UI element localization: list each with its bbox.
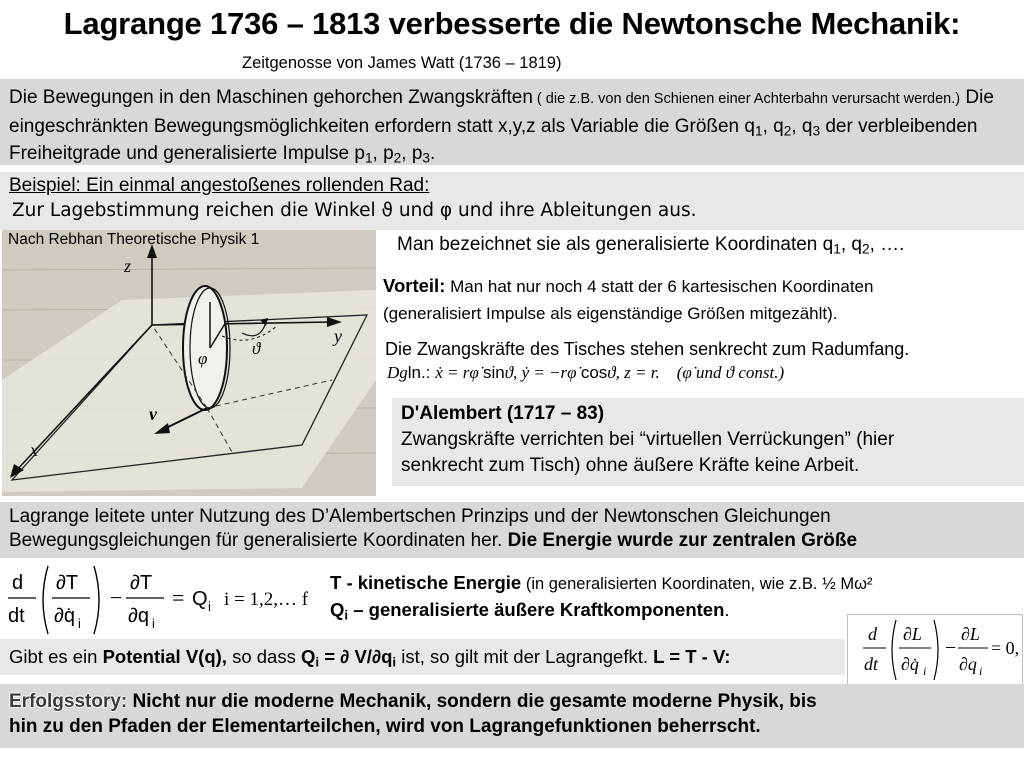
- svg-text:∂q̇: ∂q̇: [54, 605, 76, 627]
- svg-text:∂L: ∂L: [903, 624, 922, 644]
- theta-label: ϑ: [252, 339, 261, 358]
- coords-text: Man bezeichnet sie als generalisierte Koordinaten $q_1$, $q_2$, ….: [397, 234, 905, 257]
- lagrange-text: [9, 505, 857, 553]
- vorteil-text2: (generalisiert Impulse als eigenständige Größen mitgezählt).: [383, 304, 838, 323]
- axis-y-label: y: [334, 326, 342, 346]
- t-legend-rest: (in generalisierten Koordinaten, wie z.B. ½ Mω²: [521, 575, 873, 593]
- svg-text:∂q̇: ∂q̇: [901, 654, 919, 674]
- rolling-wheel-figure: [2, 230, 376, 496]
- dgl-formula: Dgln.: ẋ = rφ̇ sinϑ, ẏ = −rφ̇ cosϑ, z = r. (φ̇ und ϑ const.): [387, 363, 785, 382]
- svg-text:=: =: [172, 585, 185, 610]
- svg-text:Q: Q: [192, 588, 208, 610]
- success-text: [9, 689, 817, 739]
- svg-text:d: d: [868, 624, 877, 644]
- potential-text: Gibt es ein Potential V(q), so dass $Q_i$ = ∂ $V/\partial q_i$ ist, so gilt mit der Lagrangefkt. L = T - V:: [9, 646, 731, 670]
- svg-text:dt: dt: [864, 654, 879, 674]
- svg-text:i: i: [152, 616, 155, 631]
- wheel-diagram: [2, 230, 376, 496]
- example-label: Beispiel: Ein einmal angestoßenes rollenden Rad:: [9, 175, 430, 196]
- page-subtitle: Zeitgenosse von James Watt (1736 – 1819): [242, 54, 562, 72]
- intro-part2: Die eingeschränkten Bewegungsmöglichkeiten erfordern statt x,y,z als Variable die Größen q: [9, 87, 994, 137]
- svg-text:d: d: [12, 572, 24, 594]
- dalembert-text: [401, 401, 894, 479]
- dalembert-line1: Zwangskräfte verrichten bei “virtuellen Verrückungen” (hier: [401, 429, 895, 450]
- figure-source: Nach Rebhan Theoretische Physik 1: [8, 231, 260, 248]
- dalembert-title: D'Alembert (1717 – 83): [401, 403, 605, 424]
- lagrange-equation: [2, 562, 320, 638]
- t-legend: T - kinetische Energie (in generalisierten Koordinaten, wie z.B. ½ Mω² $Q_i$ – generalisierte äußere Kraftkomponenten.: [330, 572, 873, 623]
- svg-text:∂T: ∂T: [56, 572, 79, 594]
- phi-label: φ: [198, 349, 208, 368]
- svg-text:dt: dt: [8, 605, 25, 627]
- example-subtext: Zur Lagebstimmung reichen die Winkel ϑ und φ und ihre Ableitungen aus.: [12, 200, 697, 221]
- intro-part1-small: ( die z.B. von den Schienen einer Achterbahn verursacht werden.): [532, 91, 961, 107]
- success-text2: hin zu den Pfaden der Elementarteilchen, wird von Lagrangefunktionen beherrscht.: [9, 716, 761, 737]
- lagrange-line2-bold: Die Energie wurde zur zentralen Größe: [502, 530, 858, 551]
- lagrange-line2: Bewegungsgleichungen für generalisierte Koordinaten her.: [9, 530, 503, 551]
- svg-text:i: i: [208, 599, 211, 614]
- svg-text:∂q: ∂q: [128, 605, 150, 627]
- q-legend: $Q_i$ – generalisierte äußere Kraftkomponenten: [330, 599, 725, 623]
- lagrange-equation-svg: [2, 562, 320, 638]
- svg-text:∂T: ∂T: [130, 572, 153, 594]
- svg-text:∂q: ∂q: [959, 654, 977, 674]
- euler-lagrange-equation: [847, 614, 1023, 686]
- svg-text:∂L: ∂L: [961, 624, 980, 644]
- svg-text:−: −: [945, 637, 957, 659]
- vorteil-label: Vorteil:: [383, 275, 446, 296]
- axis-x-label: x: [30, 440, 38, 460]
- page-title: Lagrange 1736 – 1813 verbesserte die Newtonsche Mechanik:: [63, 6, 961, 41]
- zwang-text: Die Zwangskräfte des Tisches stehen senkrecht zum Radumfang.: [385, 339, 910, 359]
- svg-text:= 0,: = 0,: [991, 638, 1020, 658]
- svg-text:i: i: [979, 664, 983, 678]
- coords-tail: , ….: [869, 234, 905, 255]
- intro-part3: der verbleibenden Freiheitgrade und generalisierte Impulse p: [9, 116, 978, 164]
- svg-text:i = 1,2,… f: i = 1,2,… f: [224, 589, 309, 610]
- svg-text:i: i: [923, 664, 927, 678]
- euler-lagrange-svg: [848, 615, 1022, 685]
- lagrange-line1: Lagrange leitete unter Nutzung des D’Alembertschen Prinzips und der Newtonschen Gleichungen: [9, 506, 831, 527]
- coords-main: Man bezeichnet sie als generalisierte Koordinaten q: [397, 234, 834, 255]
- svg-text:i: i: [78, 616, 81, 631]
- success-label: Erfolgsstory:: [9, 691, 128, 712]
- dalembert-line2: senkrecht zum Tisch) ohne äußere Kräfte keine Arbeit.: [401, 455, 860, 476]
- vorteil-block: [383, 272, 1023, 327]
- success-text1: Nicht nur die moderne Mechanik, sondern die gesamte moderne Physik, bis: [127, 691, 817, 712]
- svg-text:−: −: [110, 585, 123, 610]
- axis-z-label: z: [124, 256, 132, 276]
- t-legend-bold: T - kinetische Energie: [330, 572, 522, 593]
- intro-part1: Die Bewegungen in den Maschinen gehorchen Zwangskräften: [9, 87, 533, 108]
- intro-text: Die Bewegungen in den Maschinen gehorchen Zwangskräften ( die z.B. von den Schienen einer Achterbahn verursacht werden.) Die eingeschränkten Bewegungsmöglichkeiten erfordern statt x,y,z als Variable die Größen $q_1$, $q_2$, $q_3$ der verbleibenden Freiheitgrade und generalisierte Impulse $p_1$, $p_2$, $p_3$.: [9, 87, 994, 166]
- velocity-label: v: [149, 404, 157, 424]
- vorteil-text: Man hat nur noch 4 statt der 6 kartesischen Koordinaten: [445, 277, 874, 296]
